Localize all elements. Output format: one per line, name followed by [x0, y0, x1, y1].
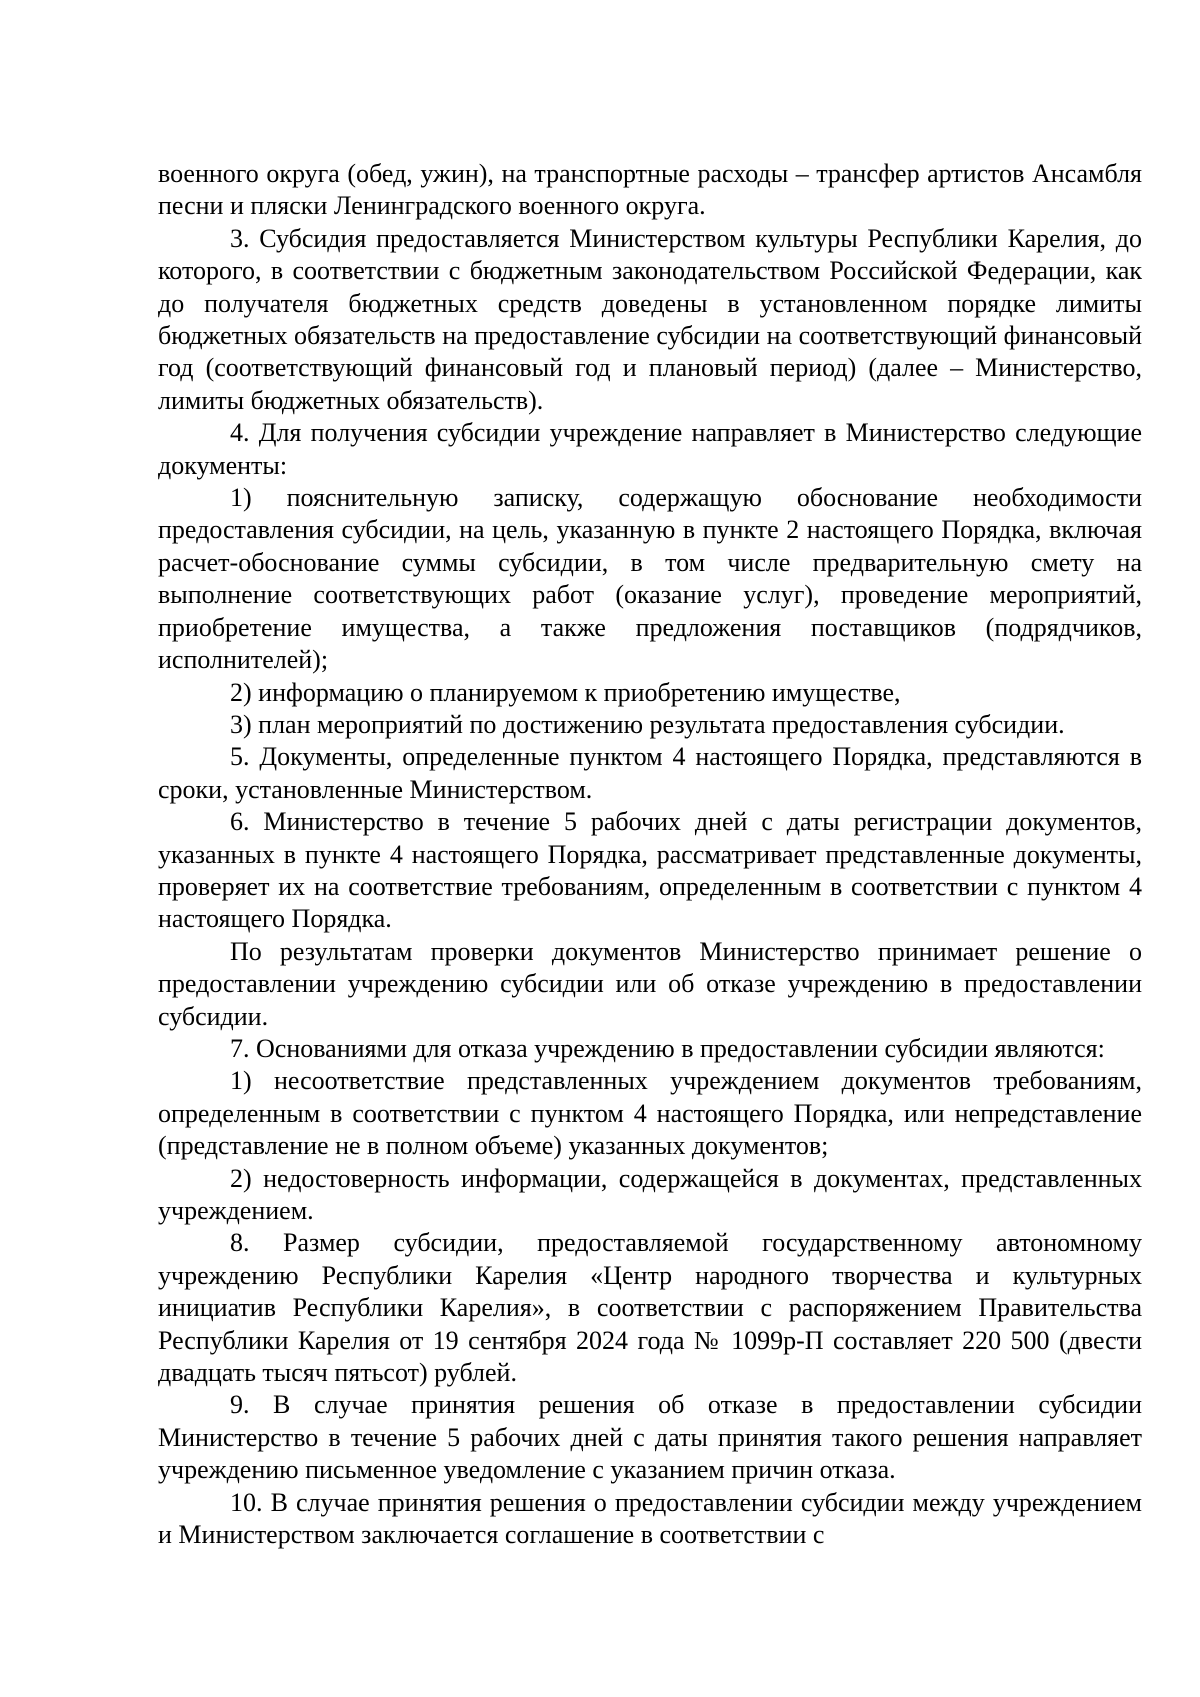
- paragraph-item-7-1: 1) несоответствие представленных учреждением документов требованиям, определенным в соответствии с пунктом 4 настоящего Порядка, или непредставление (представление не в полном объеме) указанных документов;: [158, 1066, 1142, 1161]
- document-body: [158, 158, 1142, 1551]
- paragraph-item-7: 7. Основаниями для отказа учреждению в предоставлении субсидии являются:: [230, 1033, 1105, 1063]
- paragraph-item-3: 3. Субсидия предоставляется Министерством культуры Республики Карелия, до которого, в соответствии с бюджетным законодательством Российской Федерации, как до получателя бюджетных средств доведены в установленном порядке лимиты бюджетных обязательств на предоставление субсидии на соответствующий финансовый год (соответствующий финансовый год и плановый период) (далее – Министерство, лимиты бюджетных обязательств).: [158, 223, 1142, 415]
- paragraph-item-4: 4. Для получения субсидии учреждение направляет в Министерство следующие документы:: [158, 418, 1142, 480]
- paragraph-item-10: 10. В случае принятия решения о предоставлении субсидии между учреждением и Министерством заключается соглашение в соответствии с: [158, 1487, 1142, 1550]
- paragraph-item-9: 9. В случае принятия решения об отказе в предоставлении субсидии Министерство в течение 5 рабочих дней с даты принятия такого решения направляет учреждению письменное уведомление с указанием причин отказа.: [158, 1390, 1142, 1485]
- paragraph-item-4-2: 2) информацию о планируемом к приобретению имуществе,: [230, 677, 901, 707]
- paragraph-item-4-1: 1) пояснительную записку, содержащую обоснование необходимости предоставления субсидии, на цель, указанную в пункте 2 настоящего Порядка, включая расчет-обоснование суммы субсидии, в том числе предварительную смету на выполнение соответствующих работ (оказание услуг), проведение мероприятий, приобретение имущества, а также предложения поставщиков (подрядчиков, исполнителей);: [158, 483, 1142, 675]
- paragraph-continuation: военного округа (обед, ужин), на транспортные расходы – трансфер артистов Ансамбля песни и пляски Ленинградского военного округа.: [158, 159, 1142, 221]
- paragraph-item-8: 8. Размер субсидии, предоставляемой государственному автономному учреждению Республики Карелия «Центр народного творчества и культурных инициатив Республики Карелия», в соответствии с распоряжением Правительства Республики Карелия от 19 сентября 2024 года № 1099р-П составляет 220 500 (двести двадцать тысяч пятьсот) рублей.: [158, 1228, 1142, 1388]
- paragraph-item-7-2: 2) недостоверность информации, содержащейся в документах, представленных учреждением.: [158, 1163, 1142, 1225]
- paragraph-item-6: 6. Министерство в течение 5 рабочих дней с даты регистрации документов, указанных в пункте 4 настоящего Порядка, рассматривает представленные документы, проверяет их на соответствие требованиям, определенным в соответствии с пунктом 4 настоящего Порядка.: [158, 807, 1142, 934]
- paragraph-item-6-result: По результатам проверки документов Министерство принимает решение о предоставлении учреждению субсидии или об отказе учреждению в предоставлении субсидии.: [158, 936, 1142, 1031]
- paragraph-item-4-3: 3) план мероприятий по достижению результата предоставления субсидии.: [230, 709, 1065, 739]
- paragraph-item-5: 5. Документы, определенные пунктом 4 настоящего Порядка, представляются в сроки, установленные Министерством.: [158, 742, 1142, 804]
